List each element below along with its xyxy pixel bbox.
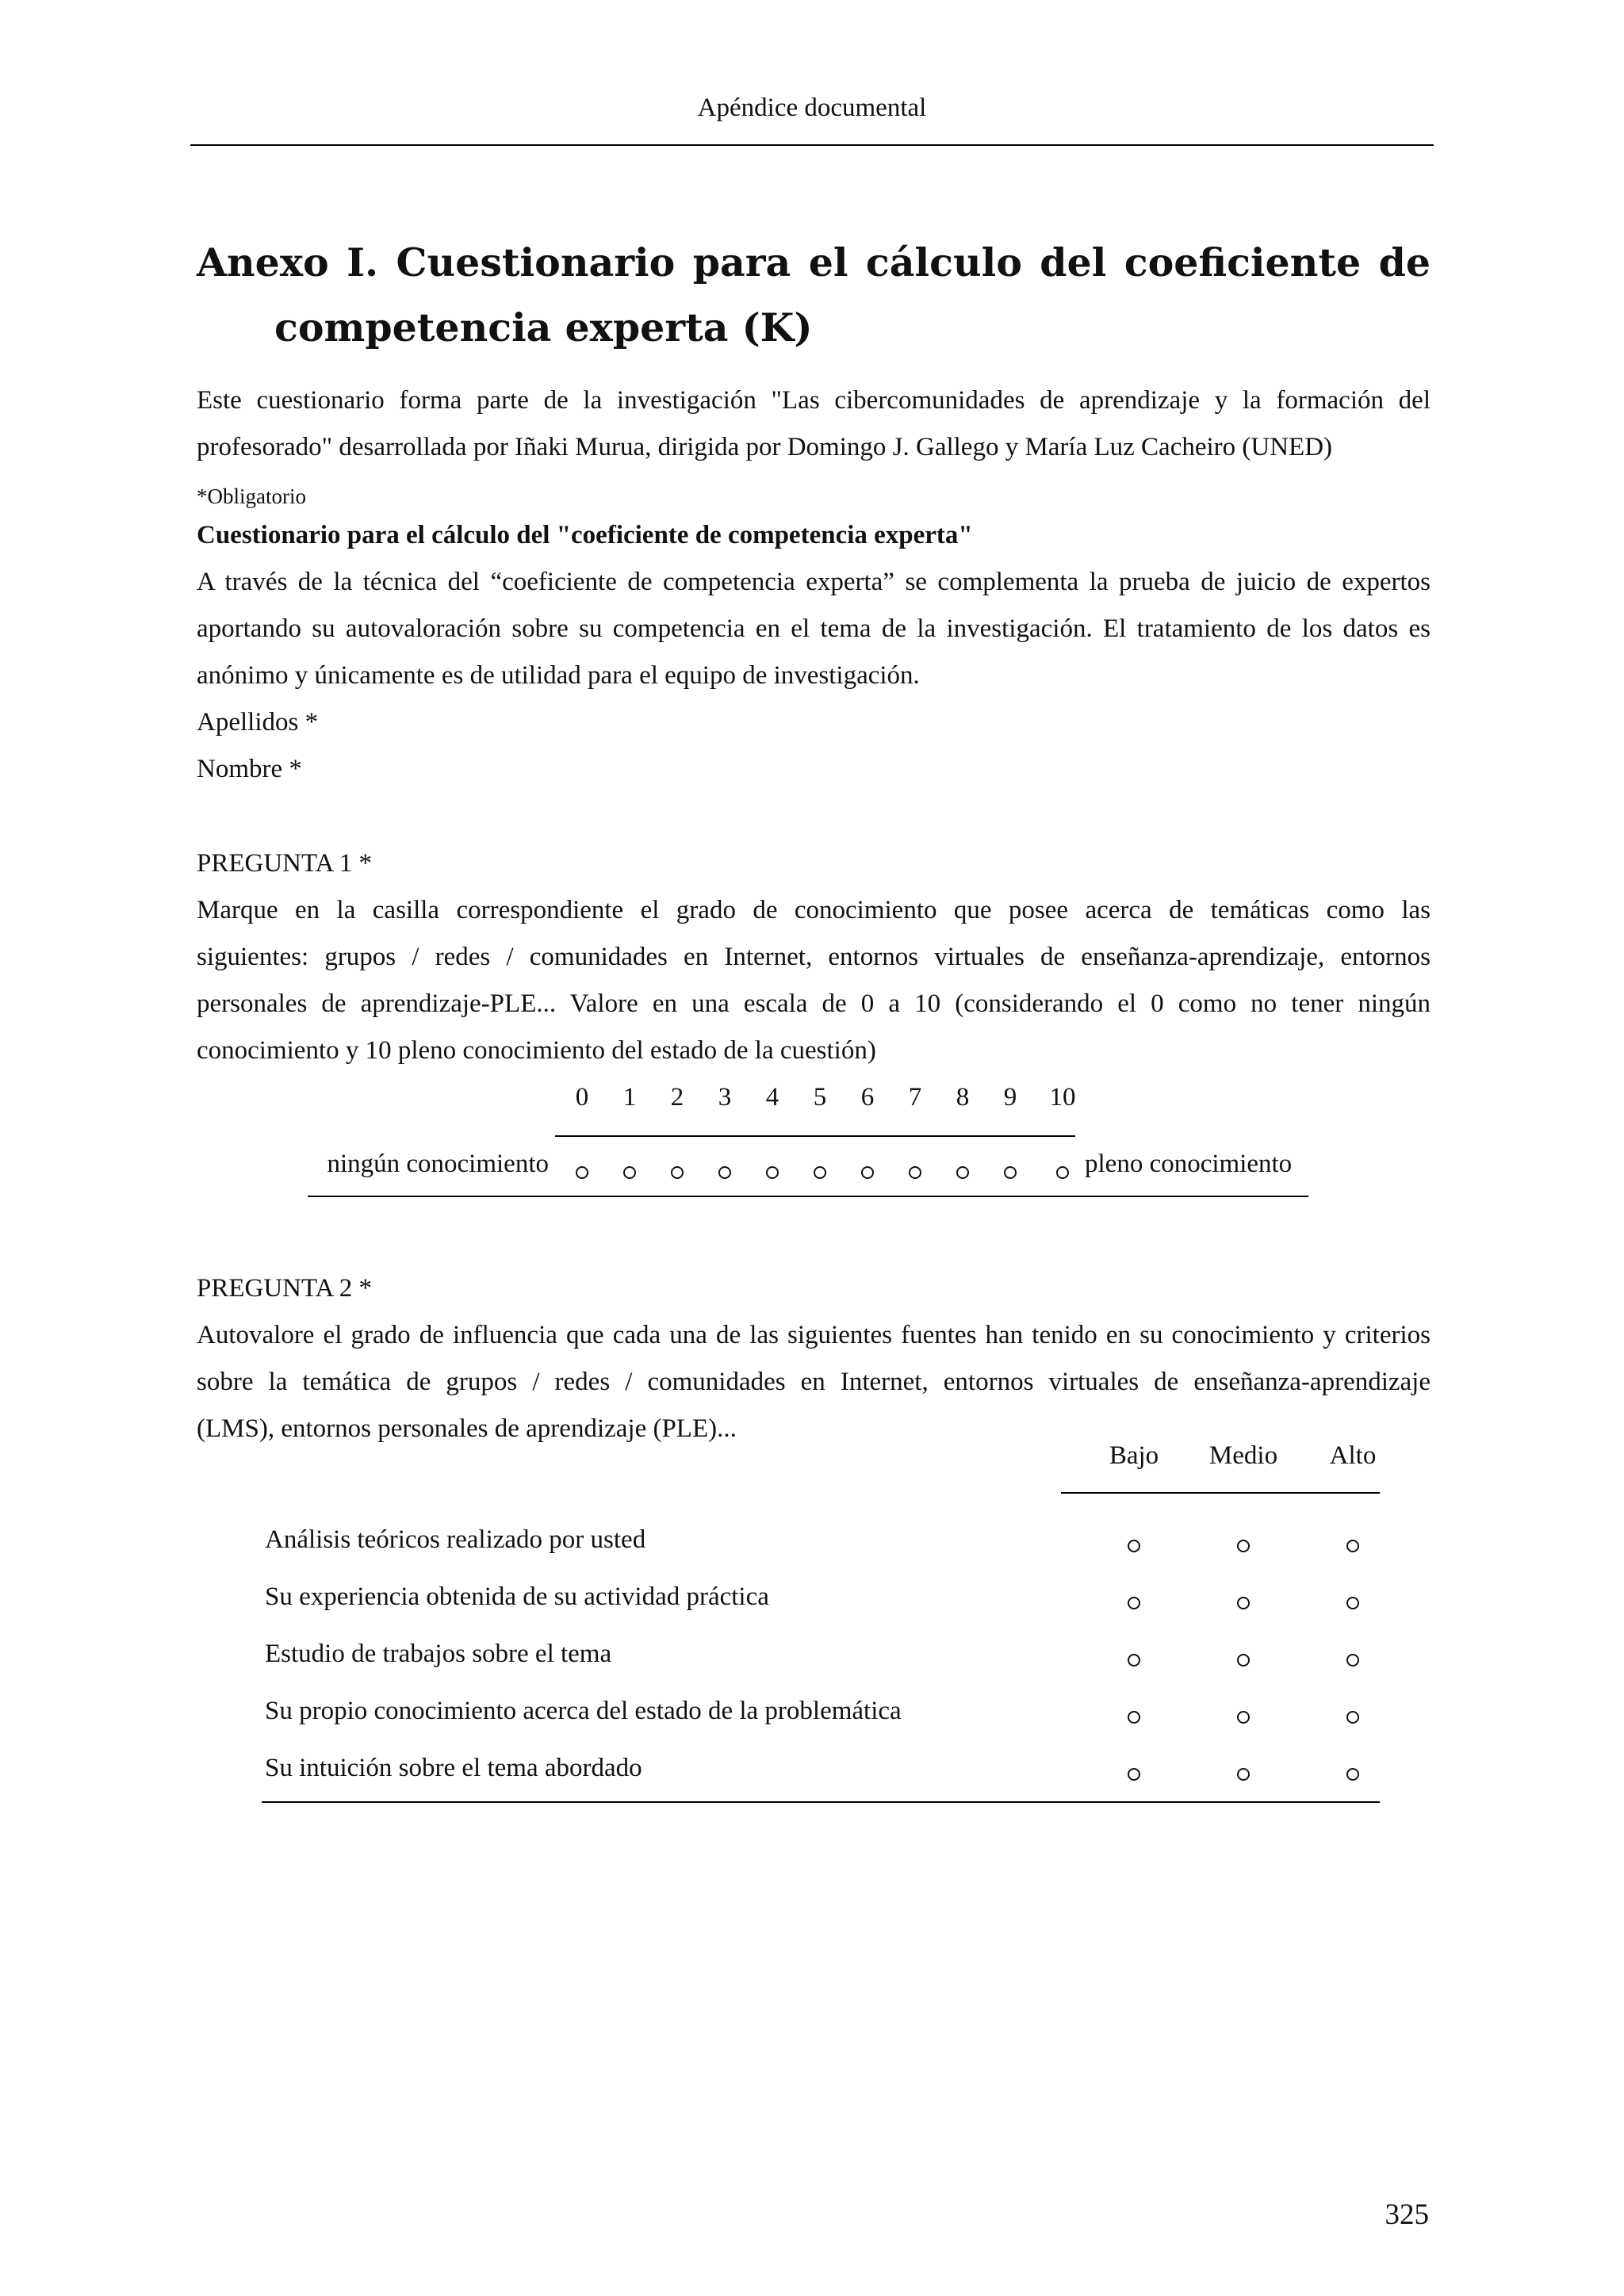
radio-scale-4[interactable] xyxy=(766,1166,779,1179)
knowledge-scale-row xyxy=(0,1134,1624,1189)
scale-number: 7 xyxy=(908,1083,922,1112)
text-line: (LMS), entornos personales de aprendizaje (PLE)... xyxy=(197,1414,737,1443)
radio-bajo[interactable] xyxy=(1128,1654,1140,1667)
radio-medio[interactable] xyxy=(1237,1654,1250,1667)
scale-number: 3 xyxy=(718,1083,732,1112)
text-line: siguientes: grupos / redes / comunidades en Internet, entornos virtuales de enseñanza-aprendizaje, entornos xyxy=(197,943,1431,971)
required-note: *Obligatorio xyxy=(197,484,306,508)
scale-rule-bottom xyxy=(308,1196,1308,1197)
text-line: conocimiento y 10 pleno conocimiento del estado de la cuestión) xyxy=(197,1036,876,1065)
radio-alto[interactable] xyxy=(1346,1540,1359,1552)
text-line: anónimo y únicamente es de utilidad para el equipo de investigación. xyxy=(197,661,920,690)
scale-number: 1 xyxy=(622,1083,637,1112)
text-line: A través de la técnica del “coeficiente de competencia experta” se complementa la prueba de juicio de expertos xyxy=(197,568,1431,596)
scale-number: 5 xyxy=(813,1083,827,1112)
radio-bajo[interactable] xyxy=(1128,1540,1140,1552)
title-word: el xyxy=(808,239,848,285)
header-rule xyxy=(190,144,1434,146)
text-line: aportando su autovaloración sobre su competencia en el tema de la investigación. El tratamiento de los datos es xyxy=(197,614,1431,643)
table-row xyxy=(0,1689,1624,1744)
column-header-alto: Alto xyxy=(1329,1441,1377,1470)
influence-table-rule-top xyxy=(1061,1492,1380,1494)
text-line: Este cuestionario forma parte de la investigación "Las cibercomunidades de aprendizaje y la formación del xyxy=(197,386,1431,415)
table-row xyxy=(0,1632,1624,1687)
radio-bajo[interactable] xyxy=(1128,1711,1140,1724)
influence-table-rule-bottom xyxy=(262,1801,1380,1803)
field-surname-label: Apellidos * xyxy=(197,708,319,737)
title-word: de xyxy=(1378,239,1431,285)
title-word: Cuestionario xyxy=(396,239,676,285)
annex-title-line-2: competencia experta (K) xyxy=(274,304,813,350)
criterion-label: Estudio de trabajos sobre el tema xyxy=(265,1640,612,1668)
title-word: del xyxy=(1040,239,1107,285)
radio-scale-8[interactable] xyxy=(956,1166,969,1179)
radio-bajo[interactable] xyxy=(1128,1768,1140,1781)
text-line: Marque en la casilla correspondiente el grado de conocimiento que posee acerca de temáticas como las xyxy=(197,896,1431,924)
radio-scale-6[interactable] xyxy=(861,1166,874,1179)
radio-medio[interactable] xyxy=(1237,1540,1250,1552)
criterion-label: Su experiencia obtenida de su actividad práctica xyxy=(265,1582,769,1611)
radio-scale-5[interactable] xyxy=(814,1166,826,1179)
title-word: I. xyxy=(347,239,379,285)
scale-number: 10 xyxy=(1049,1083,1076,1112)
title-word: cálculo xyxy=(865,239,1022,285)
radio-medio[interactable] xyxy=(1237,1768,1250,1781)
scale-header xyxy=(0,1077,1624,1124)
annex-title xyxy=(197,230,1431,360)
scale-number: 6 xyxy=(860,1083,875,1112)
section-block xyxy=(197,512,1431,793)
radio-scale-3[interactable] xyxy=(718,1166,731,1179)
question-2-label: PREGUNTA 2 * xyxy=(197,1274,373,1303)
scale-number: 2 xyxy=(670,1083,684,1112)
text-line: sobre la temática de grupos / redes / comunidades en Internet, entornos virtuales de enseñanza-aprendizaje xyxy=(197,1368,1431,1396)
text-line: profesorado" desarrollada por Iñaki Murua, dirigida por Domingo J. Gallego y María Luz Cacheiro (UNED) xyxy=(197,433,1333,461)
radio-scale-0[interactable] xyxy=(576,1166,588,1179)
question-2 xyxy=(197,1265,1431,1452)
section-heading: Cuestionario para el cálculo del "coeficiente de competencia experta" xyxy=(197,521,973,549)
scale-number: 4 xyxy=(765,1083,779,1112)
field-name-label: Nombre * xyxy=(197,755,302,783)
radio-scale-2[interactable] xyxy=(671,1166,684,1179)
table-row xyxy=(0,1746,1624,1801)
scale-left-label: ningún conocimiento xyxy=(327,1150,549,1178)
radio-medio[interactable] xyxy=(1237,1597,1250,1609)
radio-scale-10[interactable] xyxy=(1056,1166,1069,1179)
scale-number: 0 xyxy=(575,1083,589,1112)
running-header: Apéndice documental xyxy=(697,94,927,122)
scale-number: 8 xyxy=(956,1083,970,1112)
radio-alto[interactable] xyxy=(1346,1711,1359,1724)
influence-table-header xyxy=(0,1435,1624,1483)
scale-right-label: pleno conocimiento xyxy=(1085,1150,1293,1178)
column-header-bajo: Bajo xyxy=(1109,1441,1159,1470)
scale-number: 9 xyxy=(1003,1083,1017,1112)
title-word: para xyxy=(692,239,791,285)
criterion-label: Su intuición sobre el tema abordado xyxy=(265,1754,642,1782)
table-row xyxy=(0,1517,1624,1573)
radio-bajo[interactable] xyxy=(1128,1597,1140,1609)
annex-title-line-1 xyxy=(197,230,1431,295)
radio-alto[interactable] xyxy=(1346,1654,1359,1667)
criterion-label: Su propio conocimiento acerca del estado de la problemática xyxy=(265,1697,902,1725)
text-line: Autovalore el grado de influencia que cada una de las siguientes fuentes han tenido en su conocimiento y criterios xyxy=(197,1321,1431,1349)
radio-alto[interactable] xyxy=(1346,1597,1359,1609)
title-word: Anexo xyxy=(197,239,329,285)
table-row xyxy=(0,1575,1624,1630)
radio-alto[interactable] xyxy=(1346,1768,1359,1781)
radio-scale-9[interactable] xyxy=(1004,1166,1017,1179)
radio-scale-1[interactable] xyxy=(623,1166,636,1179)
intro-paragraph xyxy=(197,377,1431,471)
question-1 xyxy=(197,840,1431,1074)
column-header-medio: Medio xyxy=(1208,1441,1278,1470)
page-number: 325 xyxy=(1385,2198,1429,2231)
question-1-label: PREGUNTA 1 * xyxy=(197,849,373,878)
text-line: personales de aprendizaje-PLE... Valore en una escala de 0 a 10 (considerando el 0 como no tener ningún xyxy=(197,989,1431,1018)
radio-medio[interactable] xyxy=(1237,1711,1250,1724)
radio-scale-7[interactable] xyxy=(909,1166,921,1179)
criterion-label: Análisis teóricos realizado por usted xyxy=(265,1525,646,1554)
title-word: coeficiente xyxy=(1124,239,1362,285)
